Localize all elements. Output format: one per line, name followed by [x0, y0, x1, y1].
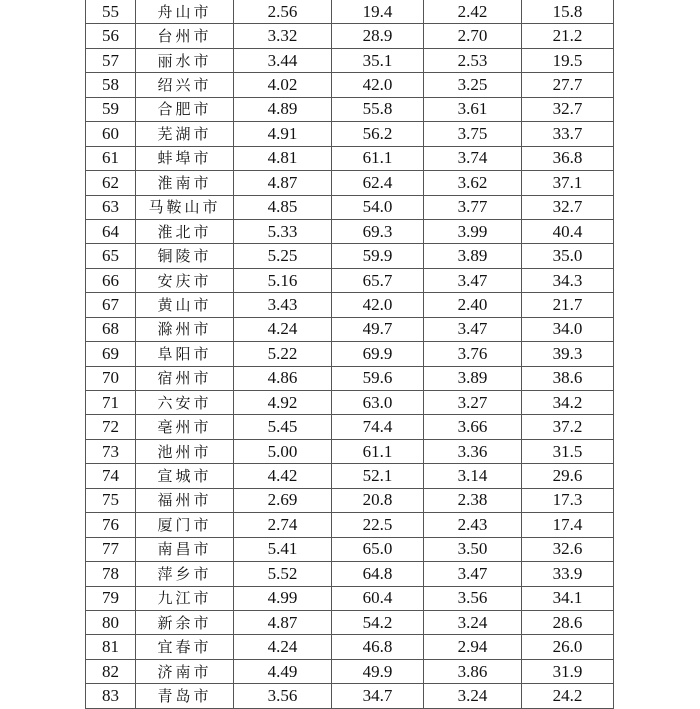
table-row [86, 439, 614, 463]
row-index: 74 [86, 464, 136, 488]
table-row [86, 146, 614, 170]
city-name: 铜陵市 [136, 244, 234, 268]
value-3: 3.62 [424, 171, 522, 195]
table-row [86, 513, 614, 537]
value-2: 65.0 [332, 537, 424, 561]
value-3: 3.27 [424, 391, 522, 415]
value-4: 32.6 [522, 537, 614, 561]
value-3: 2.70 [424, 24, 522, 48]
city-name: 六安市 [136, 391, 234, 415]
value-3: 3.14 [424, 464, 522, 488]
row-index: 77 [86, 537, 136, 561]
value-3: 3.47 [424, 562, 522, 586]
value-1: 4.42 [234, 464, 332, 488]
value-3: 3.75 [424, 122, 522, 146]
value-3: 2.40 [424, 293, 522, 317]
row-index: 64 [86, 219, 136, 243]
value-2: 54.0 [332, 195, 424, 219]
city-name: 黄山市 [136, 293, 234, 317]
value-4: 32.7 [522, 97, 614, 121]
value-3: 3.86 [424, 659, 522, 683]
value-1: 3.44 [234, 48, 332, 72]
value-2: 63.0 [332, 391, 424, 415]
value-3: 3.36 [424, 439, 522, 463]
table-row [86, 488, 614, 512]
value-2: 59.9 [332, 244, 424, 268]
city-name: 滁州市 [136, 317, 234, 341]
value-1: 4.85 [234, 195, 332, 219]
value-1: 5.45 [234, 415, 332, 439]
value-2: 59.6 [332, 366, 424, 390]
value-3: 3.24 [424, 610, 522, 634]
value-3: 3.89 [424, 244, 522, 268]
city-name: 青岛市 [136, 684, 234, 708]
value-1: 5.22 [234, 342, 332, 366]
value-1: 3.43 [234, 293, 332, 317]
city-name: 淮北市 [136, 219, 234, 243]
value-2: 52.1 [332, 464, 424, 488]
value-2: 35.1 [332, 48, 424, 72]
city-name: 新余市 [136, 610, 234, 634]
value-1: 4.02 [234, 73, 332, 97]
city-name: 马鞍山市 [136, 195, 234, 219]
table-row [86, 73, 614, 97]
value-1: 2.69 [234, 488, 332, 512]
table-row [86, 415, 614, 439]
row-index: 60 [86, 122, 136, 146]
value-4: 31.9 [522, 659, 614, 683]
row-index: 80 [86, 610, 136, 634]
city-name: 宿州市 [136, 366, 234, 390]
value-2: 61.1 [332, 146, 424, 170]
city-name: 九江市 [136, 586, 234, 610]
value-4: 35.0 [522, 244, 614, 268]
table-row [86, 342, 614, 366]
table-row [86, 635, 614, 659]
value-1: 4.87 [234, 610, 332, 634]
value-2: 42.0 [332, 293, 424, 317]
city-name: 厦门市 [136, 513, 234, 537]
value-3: 3.76 [424, 342, 522, 366]
city-name: 芜湖市 [136, 122, 234, 146]
table-row [86, 97, 614, 121]
table-row [86, 391, 614, 415]
row-index: 59 [86, 97, 136, 121]
value-1: 4.86 [234, 366, 332, 390]
city-name: 绍兴市 [136, 73, 234, 97]
city-name: 福州市 [136, 488, 234, 512]
table-row [86, 268, 614, 292]
value-3: 2.42 [424, 0, 522, 24]
value-3: 3.50 [424, 537, 522, 561]
value-1: 4.99 [234, 586, 332, 610]
city-name: 安庆市 [136, 268, 234, 292]
value-4: 36.8 [522, 146, 614, 170]
value-1: 2.74 [234, 513, 332, 537]
value-4: 34.3 [522, 268, 614, 292]
table-row [86, 586, 614, 610]
value-1: 4.87 [234, 171, 332, 195]
value-2: 55.8 [332, 97, 424, 121]
city-name: 淮南市 [136, 171, 234, 195]
value-4: 37.1 [522, 171, 614, 195]
city-name: 合肥市 [136, 97, 234, 121]
city-name: 台州市 [136, 24, 234, 48]
table-row [86, 610, 614, 634]
table-row [86, 0, 614, 24]
value-4: 38.6 [522, 366, 614, 390]
value-1: 5.41 [234, 537, 332, 561]
city-name: 丽水市 [136, 48, 234, 72]
value-4: 15.8 [522, 0, 614, 24]
value-2: 62.4 [332, 171, 424, 195]
value-3: 3.25 [424, 73, 522, 97]
value-4: 34.0 [522, 317, 614, 341]
value-2: 69.9 [332, 342, 424, 366]
value-4: 21.2 [522, 24, 614, 48]
value-1: 2.56 [234, 0, 332, 24]
value-1: 5.00 [234, 439, 332, 463]
value-2: 56.2 [332, 122, 424, 146]
value-2: 22.5 [332, 513, 424, 537]
value-4: 33.9 [522, 562, 614, 586]
value-2: 60.4 [332, 586, 424, 610]
row-index: 68 [86, 317, 136, 341]
value-1: 5.33 [234, 219, 332, 243]
value-2: 49.9 [332, 659, 424, 683]
row-index: 83 [86, 684, 136, 708]
row-index: 66 [86, 268, 136, 292]
value-3: 3.66 [424, 415, 522, 439]
value-1: 4.24 [234, 317, 332, 341]
value-3: 3.56 [424, 586, 522, 610]
value-4: 34.1 [522, 586, 614, 610]
row-index: 78 [86, 562, 136, 586]
value-4: 17.3 [522, 488, 614, 512]
value-1: 4.91 [234, 122, 332, 146]
value-4: 37.2 [522, 415, 614, 439]
value-2: 28.9 [332, 24, 424, 48]
table-row [86, 219, 614, 243]
value-4: 26.0 [522, 635, 614, 659]
city-name: 亳州市 [136, 415, 234, 439]
value-3: 3.61 [424, 97, 522, 121]
value-4: 29.6 [522, 464, 614, 488]
value-3: 3.77 [424, 195, 522, 219]
value-4: 27.7 [522, 73, 614, 97]
value-1: 5.16 [234, 268, 332, 292]
value-3: 3.47 [424, 317, 522, 341]
value-2: 61.1 [332, 439, 424, 463]
value-4: 40.4 [522, 219, 614, 243]
value-3: 3.47 [424, 268, 522, 292]
value-1: 3.56 [234, 684, 332, 708]
value-1: 4.92 [234, 391, 332, 415]
row-index: 57 [86, 48, 136, 72]
value-3: 2.94 [424, 635, 522, 659]
table-row [86, 171, 614, 195]
value-1: 4.24 [234, 635, 332, 659]
value-2: 69.3 [332, 219, 424, 243]
value-3: 3.89 [424, 366, 522, 390]
table-row [86, 317, 614, 341]
value-4: 32.7 [522, 195, 614, 219]
value-2: 20.8 [332, 488, 424, 512]
value-2: 74.4 [332, 415, 424, 439]
city-name: 济南市 [136, 659, 234, 683]
row-index: 69 [86, 342, 136, 366]
value-1: 3.32 [234, 24, 332, 48]
value-2: 65.7 [332, 268, 424, 292]
value-4: 34.2 [522, 391, 614, 415]
table-row [86, 537, 614, 561]
table-row [86, 293, 614, 317]
row-index: 72 [86, 415, 136, 439]
value-4: 21.7 [522, 293, 614, 317]
value-3: 2.38 [424, 488, 522, 512]
value-3: 2.53 [424, 48, 522, 72]
value-4: 24.2 [522, 684, 614, 708]
row-index: 79 [86, 586, 136, 610]
value-4: 19.5 [522, 48, 614, 72]
table-row [86, 122, 614, 146]
row-index: 81 [86, 635, 136, 659]
table-row [86, 48, 614, 72]
value-4: 33.7 [522, 122, 614, 146]
city-name: 池州市 [136, 439, 234, 463]
value-1: 4.49 [234, 659, 332, 683]
table-row [86, 464, 614, 488]
value-3: 3.24 [424, 684, 522, 708]
table-row [86, 195, 614, 219]
value-4: 28.6 [522, 610, 614, 634]
value-2: 34.7 [332, 684, 424, 708]
city-name: 宜春市 [136, 635, 234, 659]
city-name: 阜阳市 [136, 342, 234, 366]
value-4: 31.5 [522, 439, 614, 463]
table-row [86, 562, 614, 586]
value-2: 54.2 [332, 610, 424, 634]
row-index: 67 [86, 293, 136, 317]
row-index: 58 [86, 73, 136, 97]
row-index: 65 [86, 244, 136, 268]
row-index: 62 [86, 171, 136, 195]
city-name: 舟山市 [136, 0, 234, 24]
row-index: 76 [86, 513, 136, 537]
value-2: 19.4 [332, 0, 424, 24]
table-row [86, 366, 614, 390]
value-4: 39.3 [522, 342, 614, 366]
value-2: 49.7 [332, 317, 424, 341]
row-index: 61 [86, 146, 136, 170]
value-3: 2.43 [424, 513, 522, 537]
row-index: 71 [86, 391, 136, 415]
value-2: 64.8 [332, 562, 424, 586]
city-name: 南昌市 [136, 537, 234, 561]
value-3: 3.99 [424, 219, 522, 243]
row-index: 73 [86, 439, 136, 463]
table-body [86, 0, 614, 708]
table-row [86, 24, 614, 48]
table-row [86, 244, 614, 268]
row-index: 63 [86, 195, 136, 219]
value-3: 3.74 [424, 146, 522, 170]
row-index: 75 [86, 488, 136, 512]
city-name: 萍乡市 [136, 562, 234, 586]
value-1: 4.89 [234, 97, 332, 121]
value-1: 5.52 [234, 562, 332, 586]
value-1: 5.25 [234, 244, 332, 268]
value-4: 17.4 [522, 513, 614, 537]
value-1: 4.81 [234, 146, 332, 170]
row-index: 82 [86, 659, 136, 683]
row-index: 70 [86, 366, 136, 390]
row-index: 55 [86, 0, 136, 24]
value-2: 46.8 [332, 635, 424, 659]
value-2: 42.0 [332, 73, 424, 97]
row-index: 56 [86, 24, 136, 48]
city-name: 蚌埠市 [136, 146, 234, 170]
city-data-table [85, 0, 614, 709]
table-row [86, 659, 614, 683]
city-name: 宣城市 [136, 464, 234, 488]
